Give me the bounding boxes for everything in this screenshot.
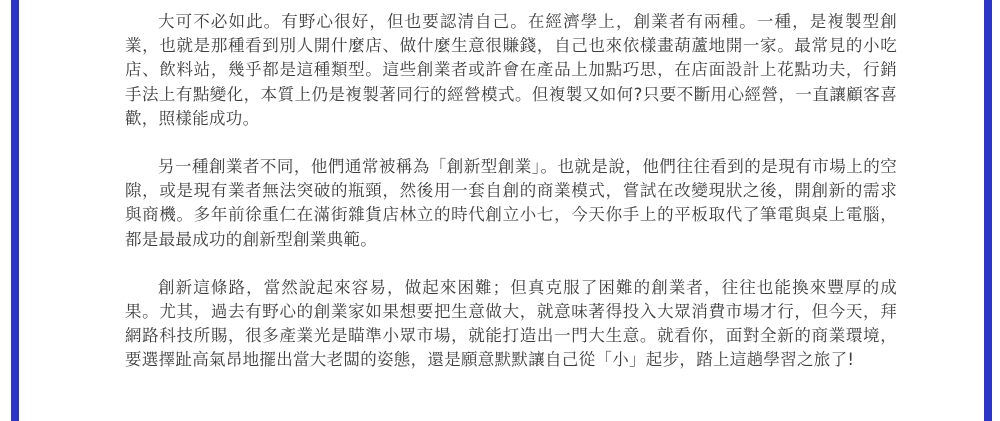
paragraph-1: 大可不必如此。有野心很好，但也要認清自己。在經濟學上，創業者有兩種。一種，是複製型創業，也就是那種看到別人開什麼店、做什麼生意很賺錢，自己也來依樣畫葫蘆地開一家。最常見的小吃店、飲料站，幾乎都是這種類型。這些創業者或許會在產品上加點巧思，在店面設計上花點功夫，行銷手法上有點變化，本質上仍是複製著同行的經營模式。但複製又如何?只要不斷用心經營，一直讓顧客喜歡，照樣能成功。 [125, 12, 897, 128]
paragraph-2: 另一種創業者不同，他們通常被稱為「創新型創業」。也就是說，他們往往看到的是現有市場上的空隙，或是現有業者無法突破的瓶頸，然後用一套自創的商業模式，嘗試在改變現狀之後，開創新的需求與商機。多年前徐重仁在滿街雜貨店林立的時代創立小七，今天你手上的平板取代了筆電與桌上電腦，都是最最成功的創新型創業典範。 [125, 157, 897, 249]
paragraph-3: 創新這條路，當然說起來容易，做起來困難；但真克服了困難的創業者，往往也能換來豐厚的成果。尤其，過去有野心的創業家如果想要把生意做大，就意味著得投入大眾消費市場才行，但今天，拜網路科技所賜，很多產業光是瞄準小眾市場，就能打造出一門大生意。就看你，面對全新的商業環境，要選擇趾高氣昂地擺出當大老闆的姿態，還是願意默默讓自己從「小」起步，踏上這趟學習之旅了! [125, 277, 897, 370]
right-border-bar [984, 0, 992, 421]
article-body [125, 10, 897, 397]
left-border-bar [11, 0, 19, 421]
